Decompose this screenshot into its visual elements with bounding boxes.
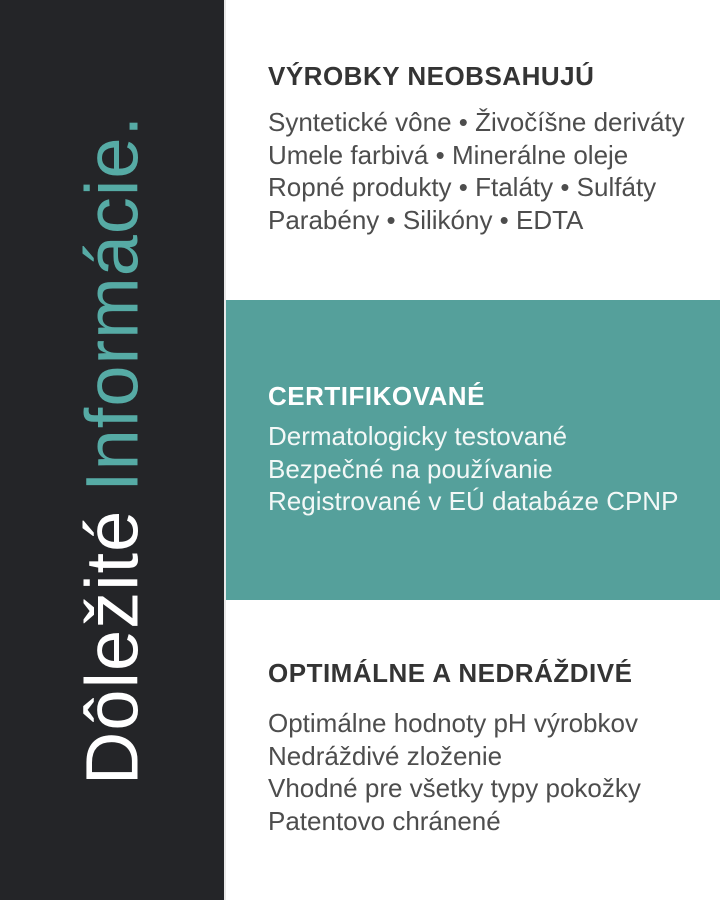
body-line: Parabény • Silikóny • EDTA [268, 204, 584, 235]
vertical-title-word-dolezite: Dôležité [70, 509, 154, 786]
side-band [0, 0, 226, 900]
body-line: Dermatologicky testované [268, 421, 568, 451]
vertical-title-word-informacie: Informácie. [70, 114, 154, 492]
body-line: Patentovo chránené [268, 805, 501, 836]
body-line: Optimálne hodnoty pH výrobkov [268, 708, 638, 738]
section-optimal-non-irritating [226, 600, 720, 900]
body-line: Umele farbivá • Minerálne oleje [268, 139, 629, 170]
section-body [268, 106, 710, 236]
section-heading: OPTIMÁLNE A NEDRÁŽDIVÉ [268, 658, 633, 688]
body-line: Nedráždivé zloženie [268, 740, 503, 771]
section-products-do-not-contain [226, 0, 720, 300]
body-line: Ropné produkty • Ftaláty • Sulfáty [268, 172, 657, 202]
section-heading: VÝROBKY NEOBSAHUJÚ [268, 61, 595, 91]
vertical-title [70, 115, 155, 785]
body-line: Syntetické vône • Živočíšne deriváty [268, 107, 685, 137]
body-line: Vhodné pre všetky typy pokožky [268, 773, 641, 803]
content-column [226, 0, 720, 900]
section-body [268, 420, 710, 518]
body-line: Bezpečné na používanie [268, 453, 553, 484]
section-body [268, 707, 710, 837]
body-line: Registrované v EÚ databáze CPNP [268, 486, 679, 516]
section-heading: CERTIFIKOVANÉ [268, 381, 485, 411]
section-certified [226, 300, 720, 600]
